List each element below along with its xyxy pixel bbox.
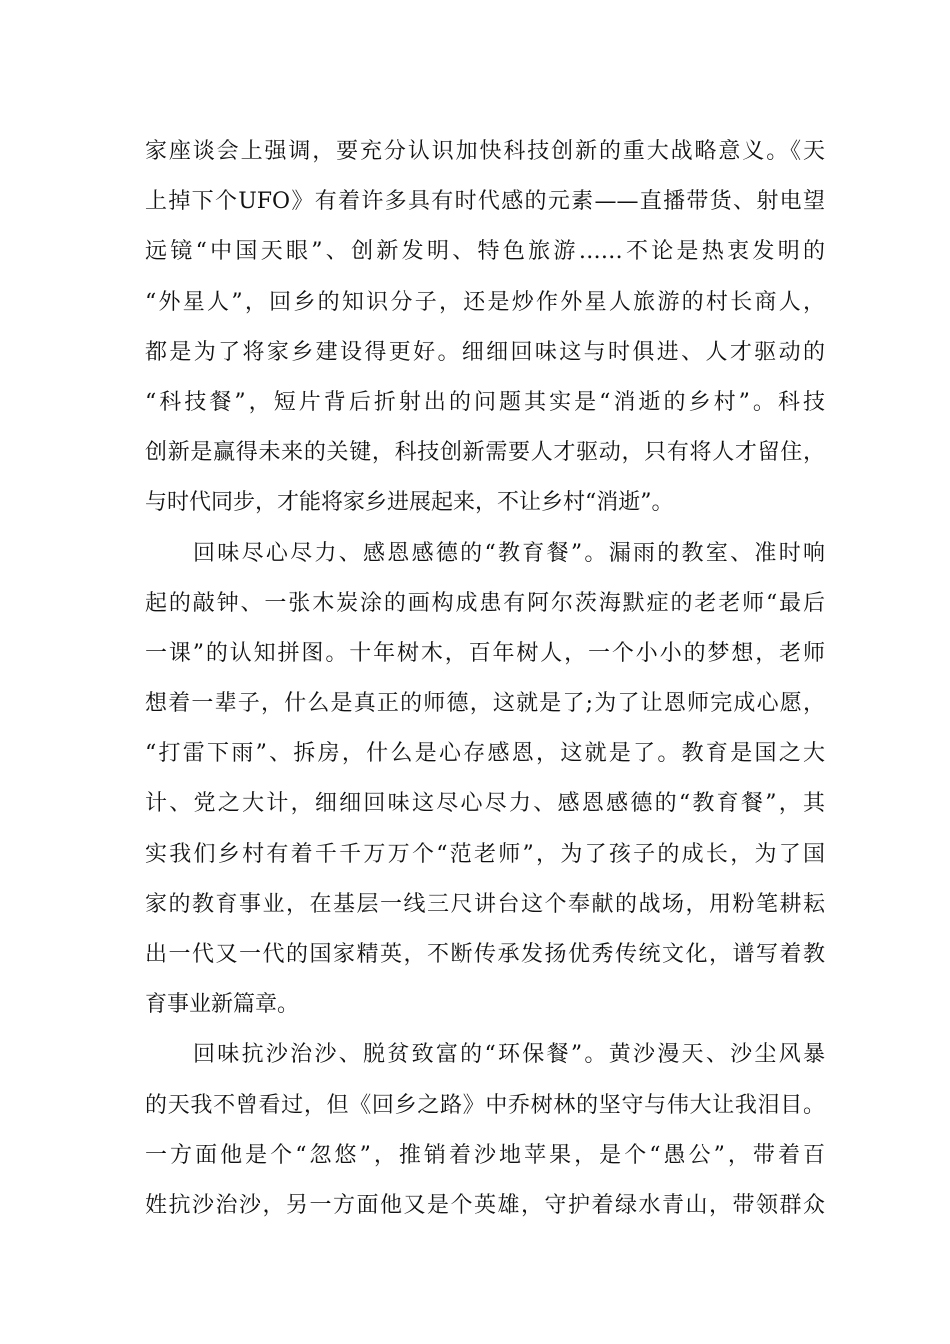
text-line: 育事业新篇章。 bbox=[145, 992, 300, 1018]
text-line: 回味抗沙治沙、脱贫致富的“环保餐”。黄沙漫天、沙尘风暴 bbox=[193, 1042, 825, 1068]
text-line: 的天我不曾看过，但《回乡之路》中乔树林的坚守与伟大让我泪目。 bbox=[145, 1092, 825, 1118]
text-line: 家的教育事业，在基层一线三尺讲台这个奉献的战场，用粉笔耕耘 bbox=[145, 891, 825, 917]
text-line: 与时代同步，才能将家乡进展起来，不让乡村“消逝”。 bbox=[145, 490, 674, 516]
text-line: 都是为了将家乡建设得更好。细细回味这与时俱进、人才驱动的 bbox=[145, 339, 825, 365]
text-line: 家座谈会上强调，要充分认识加快科技创新的重大战略意义。《天 bbox=[145, 139, 825, 164]
paragraph-environment bbox=[145, 1030, 825, 1231]
text-line: 远镜“中国天眼”、创新发明、特色旅游……不论是热衷发明的 bbox=[145, 239, 825, 265]
document-body bbox=[145, 127, 825, 1231]
paragraph-education bbox=[145, 529, 825, 1031]
text-line: 回味尽心尽力、感恩感德的“教育餐”。漏雨的教室、准时响 bbox=[193, 540, 825, 566]
text-line: 上掉下个UFO》有着许多具有时代感的元素——直播带货、射电望 bbox=[145, 189, 825, 215]
text-line: 出一代又一代的国家精英，不断传承发扬优秀传统文化，谱写着教 bbox=[145, 942, 825, 967]
text-line: 一课”的认知拼图。十年树木，百年树人，一个小小的梦想，老师 bbox=[145, 640, 825, 666]
text-line: 实我们乡村有着千千万万个“范老师”，为了孩子的成长，为了国 bbox=[145, 841, 825, 867]
text-line: 一方面他是个“忽悠”，推销着沙地苹果，是个“愚公”，带着百 bbox=[145, 1142, 825, 1168]
text-line: “科技餐”，短片背后折射出的问题其实是“消逝的乡村”。科技 bbox=[145, 389, 825, 415]
text-line: “打雷下雨”、拆房，什么是心存感恩，这就是了。教育是国之大 bbox=[145, 741, 825, 767]
text-line: 起的敲钟、一张木炭涂的画构成患有阿尔茨海默症的老老师“最后 bbox=[145, 590, 825, 616]
text-line: 创新是赢得未来的关键，科技创新需要人才驱动，只有将人才留住， bbox=[145, 440, 825, 466]
text-line: “外星人”，回乡的知识分子，还是炒作外星人旅游的村长商人， bbox=[145, 289, 825, 315]
text-line: 想着一辈子，什么是真正的师德，这就是了;为了让恩师完成心愿， bbox=[145, 691, 825, 717]
text-line: 计、党之大计，细细回味这尽心尽力、感恩感德的“教育餐”，其 bbox=[145, 791, 825, 817]
text-line: 姓抗沙治沙，另一方面他又是个英雄，守护着绿水青山，带领群众 bbox=[145, 1192, 825, 1218]
paragraph-technology bbox=[145, 127, 825, 529]
